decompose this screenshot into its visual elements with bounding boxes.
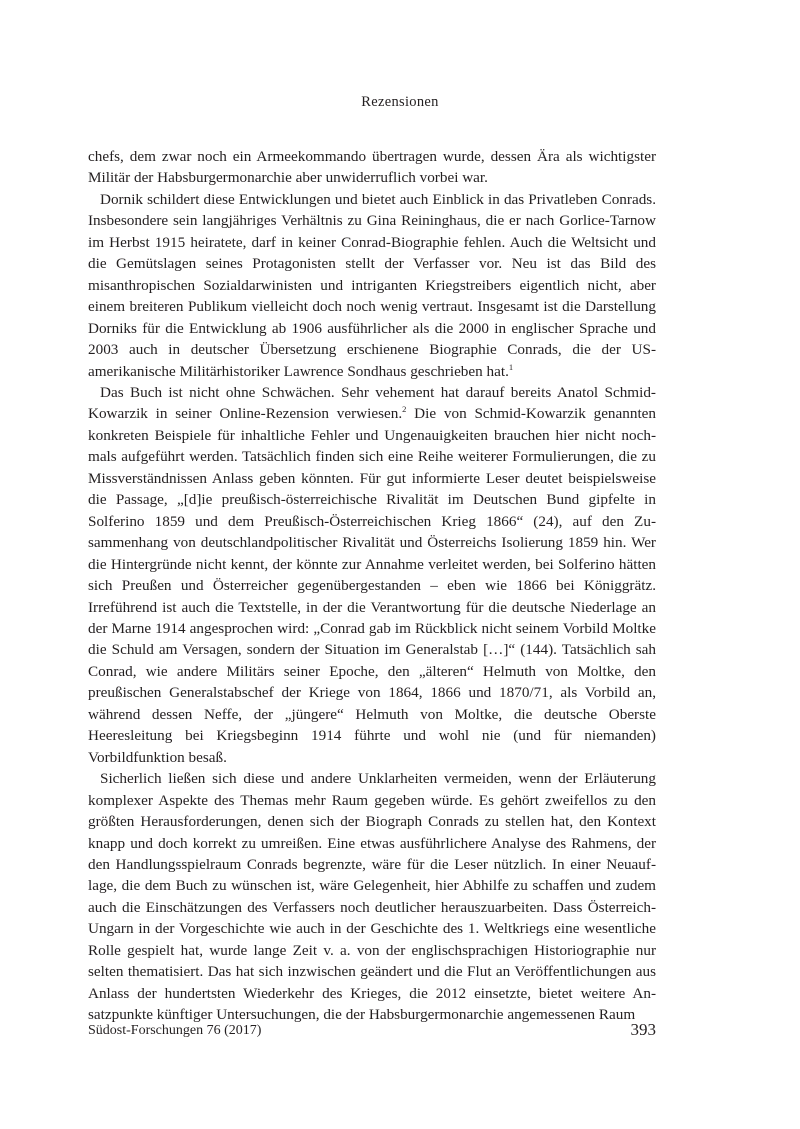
paragraph-continued: chefs, dem zwar noch ein Armeekommando übertragen wurde, dessen Ära als wichtigster Militär der Habsburgermonarchie aber unwiderruflich vorbei war.	[88, 148, 656, 187]
page-number: 393	[630, 1020, 656, 1039]
journal-citation: Südost-Forschungen 76 (2017)	[88, 1023, 262, 1038]
paragraph-weaknesses-text-a: Das Buch ist nicht ohne Schwächen. Sehr vehement hat darauf bereits Anatol Schmid-Kowarzik in seiner Online-Rezension verwiesen.	[88, 383, 656, 423]
paragraph-weaknesses-text-b: Die von Schmid-Kowarzik genannten konkreten Beispiele für inhaltliche Fehler und Ungenauigkeiten brauchen hier nicht nochmals aufgeführt werden. Tatsächlich finden sich eine Reihe weiterer Formulierungen, die zu Missverständnissen Anlass geben könnten. Für gut informierte Leser deutet beispielsweise die Passage, „[d]ie preußisch-österreichische Rivalität im Deutschen Bund gipfelte in Solferino 1859 und dem Preußisch-Österreichischen Krieg 1866“ (24), auf den Zusammenhang von deutschlandpolitischer Rivalität und Österreichs Isolierung 1859 hin. Wer die Hintergründe nicht kennt, der könnte zur Annahme verleitet werden, bei Solferino hätten sich Preußen und Österreicher gegenübergestanden – eben wie 1866 bei Königgrätz. Irreführend ist auch die Textstelle, in der die Verantwortung für die deutsche Niederlage an der Marne 1914 angesprochen wird: „Conrad gab im Rückblick nicht seinem Vorbild Moltke die Schuld am Versagen, sondern der Situation im Generalstab […]“ (144). Tatsächlich sah Conrad, wie andere Militärs seiner Epoche, den „älteren“ Helmuth von Moltke, den preußischen Generalstabschef der Kriege von 1864, 1866 und 1870/71, als Vorbild an, während dessen Neffe, der „jüngere“ Helmuth von Moltke, die deutsche Oberste Heeresleitung bei Kriegsbeginn 1914 führte und wohl nie (und für niemanden) Vorbildfunktion besaß.	[88, 405, 657, 766]
running-head: Rezensionen	[361, 94, 439, 110]
paragraph-weaknesses	[88, 382, 656, 768]
page-footer	[88, 1020, 656, 1044]
paragraph-conclusion: Sicherlich ließen sich diese und andere Unklarheiten vermeiden, wenn der Erläuterung komplexer Aspekte des Themas mehr Raum gegeben würde. Es gehört zweifellos zu den größten Herausforderungen, denen sich der Biograph Conrads zu stellen hat, den Kontext knapp und doch korrekt zu umreißen. Eine etwas ausführlichere Analyse des Rahmens, der den Handlungsspielraum Conrads begrenzte, wäre für die Leser nützlich. In einer Neuauflage, die dem Buch zu wünschen ist, wäre Gelegenheit, hier Abhilfe zu schaffen und zudem auch die Einschätzungen des Verfassers noch deutlicher herauszuarbeiten. Dass Österreich-Ungarn in der Vorgeschichte wie auch in der Geschichte des 1. Weltkriegs eine wesentliche Rolle gespielt hat, wurde lange Zeit v. a. von der englischsprachigen Historiographie nur selten thematisiert. Das hat sich inzwischen geändert und die Flut an Veröffentlichungen aus Anlass der hundertsten Wiederkehr des Krieges, die 2012 einsetzte, bietet weitere Ansatzpunkte künftiger Untersuchungen, die der Habsburgermonarchie angemessenen Raum	[88, 770, 656, 1024]
footnote-marker-1: 1	[508, 361, 514, 372]
review-body-text	[88, 146, 656, 1026]
footnote-marker-2: 2	[402, 404, 407, 415]
paragraph-private-life	[88, 189, 656, 382]
paragraph-private-life-text: Dornik schildert diese Entwicklungen und bietet auch Einblick in das Privatleben Conrads. Insbesondere sein langjähriges Verhältnis zu Gina Reininghaus, die er nach Gorlice-Tarnow im Herbst 1915 heiratete, darf in keiner Conrad-Biographie fehlen. Auch die Weltsicht und die Gemütslagen seines Protagonisten stellt der Verfasser vor. Neu ist das Bild des misanthropischen Sozialdarwinisten und intriganten Kriegstreibers eigentlich nicht, aber einem breiteren Publikum vielleicht doch noch wenig vertraut. Insgesamt ist die Darstellung Dorniks für die Entwicklung ab 1906 ausführlicher als die 2000 in englischer Sprache und 2003 auch in deutscher Übersetzung erschienene Biographie Conrads, die der US-amerikanische Militärhistoriker Lawrence Sondhaus geschrieben hat.	[88, 190, 656, 380]
